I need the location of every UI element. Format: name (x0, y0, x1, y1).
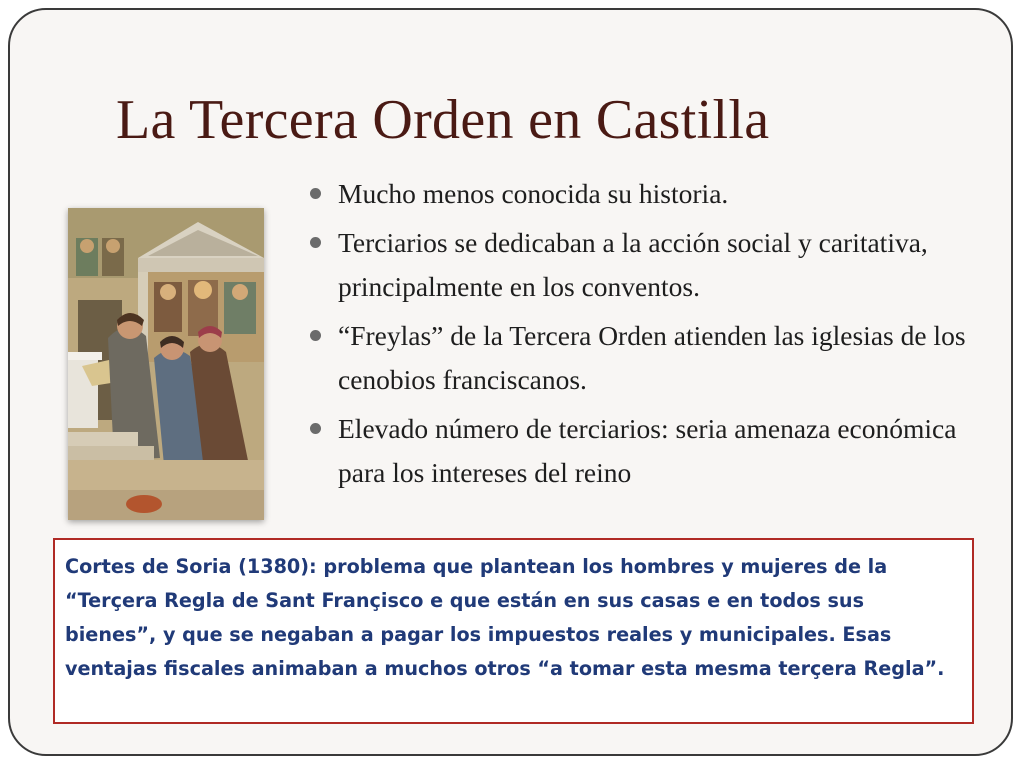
bullet-item (306, 221, 996, 309)
round-bullet-icon (310, 330, 321, 341)
round-bullet-icon (310, 188, 321, 199)
round-bullet-icon (310, 423, 321, 434)
round-bullet-icon (310, 237, 321, 248)
bullet-text: Mucho menos conocida su historia. (338, 178, 729, 209)
bullet-list (306, 172, 996, 500)
bullet-text: “Freylas” de la Tercera Orden atienden las iglesias de los cenobios franciscanos. (338, 320, 966, 395)
bullet-text: Terciarios se dedicaban a la acción social y caritativa, principalmente en los conventos. (338, 227, 928, 302)
bullet-item (306, 172, 996, 216)
bullet-text: Elevado número de terciarios: seria amenaza económica para los intereses del reino (338, 413, 957, 488)
quote-box: Cortes de Soria (1380): problema que plantean los hombres y mujeres de la “Terçera Regla de Sant Françisco e que están en sus casas e en todos sus bienes”, y que se negaban a pagar los impuestos reales y municipales. Esas ventajas fiscales animaban a muchos otros “a tomar esta mesma terçera Regla”. (53, 538, 974, 724)
bullet-item (306, 314, 996, 402)
slide-title: La Tercera Orden en Castilla (116, 89, 770, 151)
fresco-picture (68, 208, 264, 520)
slide-frame (8, 8, 1013, 756)
bullet-item (306, 407, 996, 495)
